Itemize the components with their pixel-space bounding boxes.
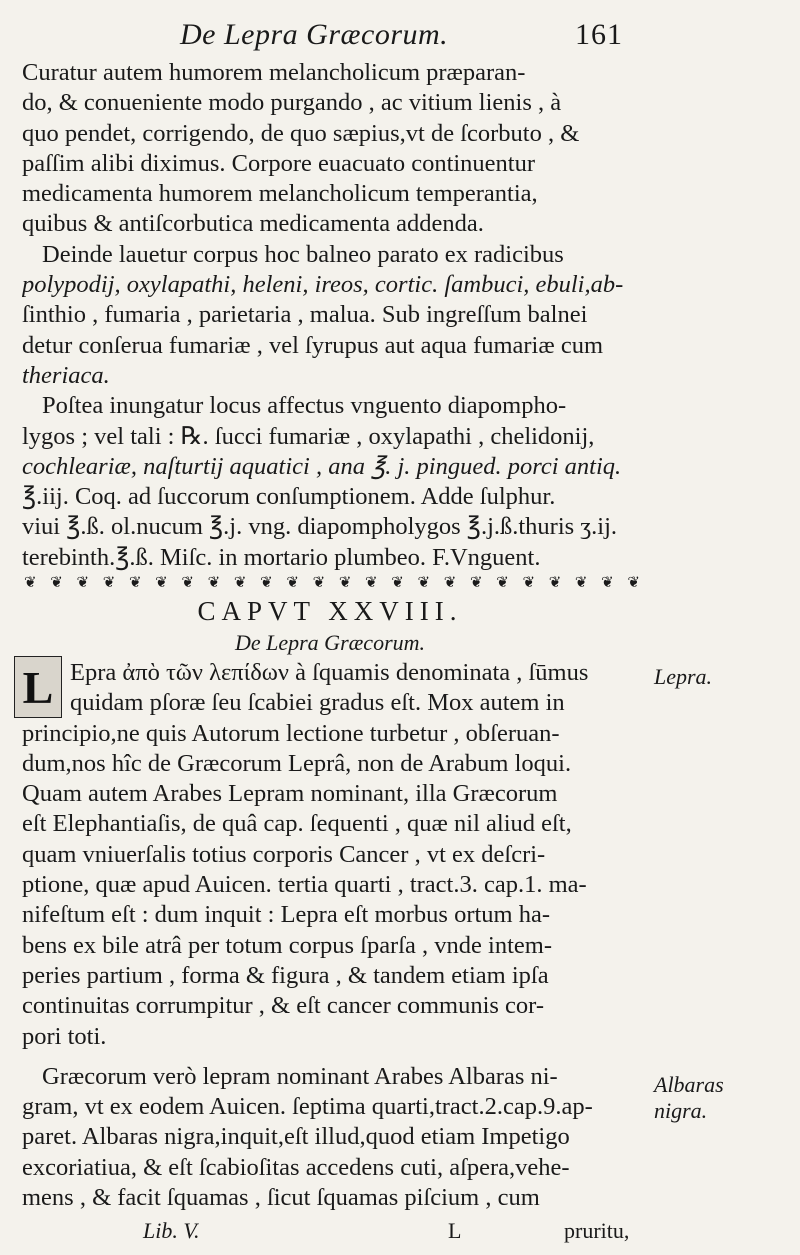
page-number: 161 xyxy=(575,18,623,51)
text-line: Quam autem Arabes Lepram nominant, illa Græcorum xyxy=(22,780,558,808)
text-line: eſt Elephantiaſis, de quâ cap. ſequenti , quæ nil aliud eſt, xyxy=(22,810,572,838)
ornament-glyph: ❦ xyxy=(443,574,456,591)
ornament-glyph: ❦ xyxy=(548,574,561,591)
signature-book-label: Lib. V. xyxy=(143,1218,200,1243)
text-line: medicamenta humorem melancholicum temperantia, xyxy=(22,180,538,208)
text-line: Græcorum verò lepram nominant Arabes Albaras ni- xyxy=(42,1062,558,1090)
decorated-initial: L xyxy=(14,656,62,718)
text-line: gram, vt ex eodem Auicen. ſeptima quarti,tract.2.cap.9.ap- xyxy=(22,1093,593,1121)
text-line: dum,nos hîc de Græcorum Leprâ, non de Arabum loqui. xyxy=(22,749,572,777)
ornament-glyph: ❦ xyxy=(312,574,325,591)
chapter-subtitle: De Lepra Græcorum. xyxy=(234,630,426,655)
catchword: pruritu, xyxy=(564,1218,630,1243)
text-line: paſſim alibi diximus. Corpore euacuato continuentur xyxy=(22,149,536,177)
text-line: cochleariæ, naſturtij aquatici , ana ℥. j. pingued. porci antiq. xyxy=(22,452,622,480)
text-line: ptione, quæ apud Auicen. tertia quarti , tract.3. cap.1. ma- xyxy=(22,871,587,899)
ornament-glyph: ❦ xyxy=(260,574,272,591)
ornament-glyph: ❦ xyxy=(50,574,62,591)
text-line: detur conſerua fumariæ , vel ſyrupus aut aqua fumariæ cum xyxy=(22,331,604,359)
text-line: ſinthio , fumaria , parietaria , malua. Sub ingreſſum balnei xyxy=(22,301,588,329)
chapter-heading: CAPVT XXVIII. xyxy=(197,596,463,626)
ornament-glyph: ❦ xyxy=(496,574,508,591)
margin-note-albaras: Albaras xyxy=(654,1072,724,1097)
ornament-glyph: ❦ xyxy=(469,574,482,591)
text-line: lygos ; vel tali : ℞. ſucci fumariæ , oxylapathi , chelidonij, xyxy=(22,422,595,450)
text-line: Poſtea inungatur locus affectus vnguento diapompho- xyxy=(42,392,567,420)
text-line: Curatur autem humorem melancholicum præparan- xyxy=(22,59,526,86)
ornament-rule xyxy=(24,574,639,590)
text-line: bens ex bile atrâ per totum corpus ſparſa , vnde intem- xyxy=(22,931,552,959)
ornament-glyph: ❦ xyxy=(128,574,141,591)
text-line: theriaca. xyxy=(22,361,110,389)
margin-note-nigra: nigra. xyxy=(654,1098,708,1123)
text-line: nifeſtum eſt : dum inquit : Lepra eſt morbus ortum ha- xyxy=(22,901,551,929)
running-title: De Lepra Græcorum. xyxy=(180,18,449,51)
text-line: quam vniuerſalis totius corporis Cancer , vt ex deſcri- xyxy=(22,840,546,868)
text-line: paret. Albaras nigra,inquit,eſt illud,quod etiam Impetigo xyxy=(22,1123,570,1151)
signature-mark: L xyxy=(448,1218,462,1243)
body-text-top xyxy=(22,58,642,573)
margin-note-lepra: Lepra. xyxy=(654,664,713,689)
text-line: Deinde lauetur corpus hoc balneo parato ex radicibus xyxy=(42,240,564,268)
ornament-glyph: ❦ xyxy=(286,574,298,591)
body-text-chapter xyxy=(22,658,642,1213)
ornament-glyph: ❦ xyxy=(207,574,220,591)
text-line: principio,ne quis Autorum lectione turbetur , obſeruan- xyxy=(22,719,560,747)
text-line: continuitas corrumpitur , & eſt cancer communis cor- xyxy=(22,992,545,1020)
text-line: excoriatiua, & eſt ſcabioſitas accedens cuti, aſpera,vehe- xyxy=(22,1153,570,1181)
ornament-glyph: ❦ xyxy=(522,574,535,591)
ornament-glyph: ❦ xyxy=(181,574,193,591)
ornament-glyph: ❦ xyxy=(574,574,587,591)
ornament-glyph: ❦ xyxy=(391,574,403,591)
running-head xyxy=(0,14,800,54)
text-line: polypodij, oxylapathi, heleni, ireos, cortic. ſambuci, ebuli,ab- xyxy=(22,271,624,299)
ornament-glyph: ❦ xyxy=(155,574,167,591)
ornament-glyph: ❦ xyxy=(365,574,377,591)
text-line: viui ℥.ß. ol.nucum ℥.j. vng. diapompholygos ℥.j.ß.thuris ʒ.ij. xyxy=(22,513,618,541)
text-line: do, & conueniente modo purgando , ac vitium lienis , à xyxy=(22,89,562,117)
text-line: Epra ἀπὸ τῶν λεπίδων à ſquamis denominata , ſūmus xyxy=(70,659,589,686)
ornament-glyph: ❦ xyxy=(24,574,36,591)
text-line: ℥.iij. Coq. ad ſuccorum conſumptionem. Adde ſulphur. xyxy=(22,483,556,511)
ornament-glyph: ❦ xyxy=(417,574,430,591)
ornament-glyph: ❦ xyxy=(601,574,613,591)
text-line: quo pendet, corrigendo, de quo sæpius,vt de ſcorbuto , & xyxy=(22,119,580,147)
text-line: peries partium , forma & figura , & tandem etiam ipſa xyxy=(22,961,549,989)
text-line: quibus & antiſcorbutica medicamenta addenda. xyxy=(22,210,484,238)
text-line: pori toti. xyxy=(22,1022,107,1050)
text-line: terebinth.℥.ß. Miſc. in mortario plumbeo. F.Vnguent. xyxy=(22,543,541,571)
ornament-glyph: ❦ xyxy=(627,574,639,591)
ornament-glyph: ❦ xyxy=(102,574,115,591)
text-line: mens , & facit ſquamas , ſicut ſquamas piſcium , cum xyxy=(22,1184,540,1212)
ornament-glyph: ❦ xyxy=(338,574,351,591)
page-footer xyxy=(0,1218,800,1248)
ornament-glyph: ❦ xyxy=(233,574,246,591)
ornament-glyph: ❦ xyxy=(76,574,89,591)
text-line: quidam pſoræ ſeu ſcabiei gradus eſt. Mox autem in xyxy=(70,689,565,717)
